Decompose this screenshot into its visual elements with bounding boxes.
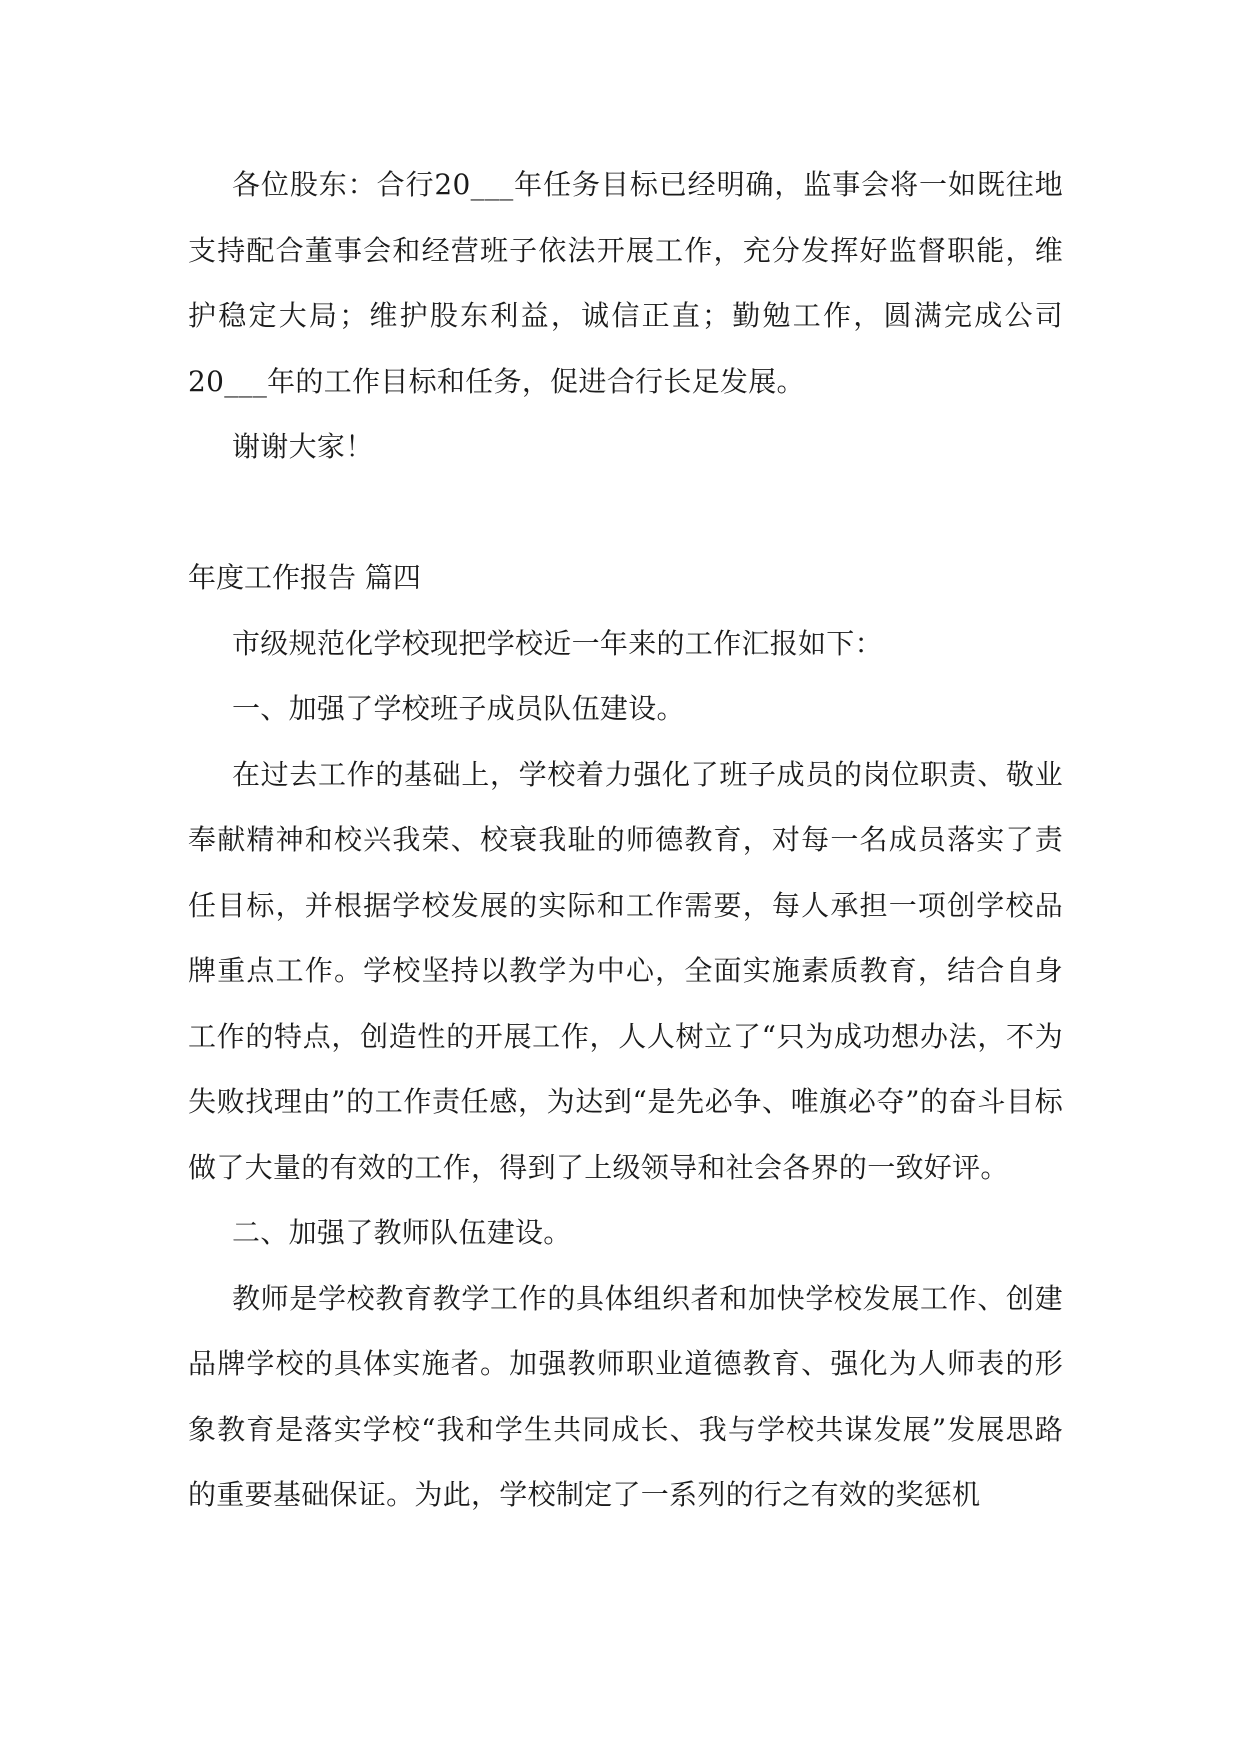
item-one-title: 一、加强了学校班子成员队伍建设。: [232, 692, 685, 725]
document-page: [188, 152, 1063, 1528]
item-two-body: 教师是学校教育教学工作的具体组织者和加快学校发展工作、创建品牌学校的具体实施者。加强教师职业道德教育、强化为人师表的形象教育是落实学校“我和学生共同成长、我与学校共谋发展”发展思路的重要基础保证。为此，学校制定了一系列的行之有效的奖惩机: [188, 1281, 1063, 1511]
paragraph-thanks: 谢谢大家！: [232, 430, 374, 463]
blank-line: [188, 480, 1063, 546]
item-one-body: 在过去工作的基础上，学校着力强化了班子成员的岗位职责、敬业奉献精神和校兴我荣、校衰我耻的师德教育，对每一名成员落实了责任目标，并根据学校发展的实际和工作需要，每人承担一项创学校品牌重点工作。学校坚持以教学为中心，全面实施素质教育，结合自身工作的特点，创造性的开展工作，人人树立了“只为成功想办法，不为失败找理由”的工作责任感，为达到“是先必争、唯旗必夺”的奋斗目标做了大量的有效的工作，得到了上级领导和社会各界的一致好评。: [188, 757, 1063, 1184]
paragraph-shareholders: 各位股东：合行20___年任务目标已经明确，监事会将一如既往地支持配合董事会和经营班子依法开展工作，充分发挥好监督职能，维护稳定大局；维护股东利益，诚信正直；勤勉工作，圆满完成公司20___年的工作目标和任务，促进合行长足发展。: [188, 168, 1063, 398]
section-heading: 年度工作报告 篇四: [188, 561, 421, 594]
item-two-title: 二、加强了教师队伍建设。: [232, 1216, 572, 1249]
paragraph-intro: 市级规范化学校现把学校近一年来的工作汇报如下：: [232, 626, 883, 660]
